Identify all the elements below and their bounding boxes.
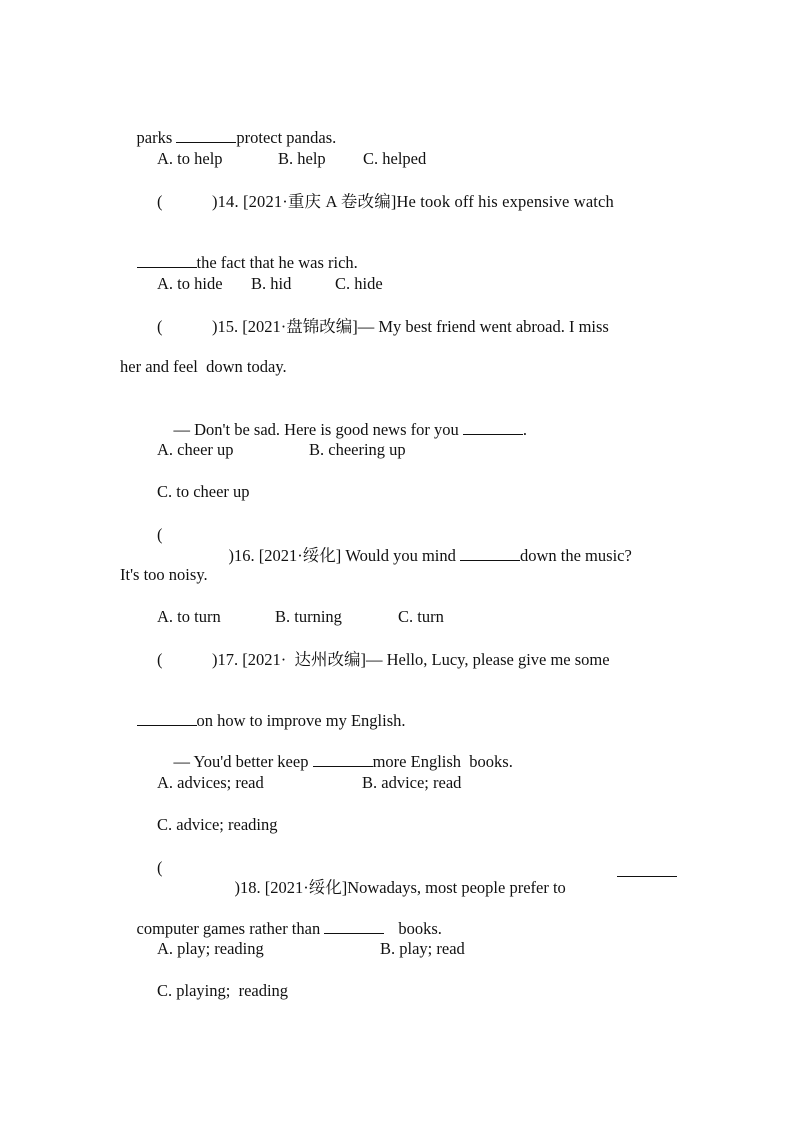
q17-answer-blank[interactable] xyxy=(137,710,197,726)
q15-paren-open: ( xyxy=(157,317,163,336)
q15-option-b[interactable]: B. cheering up xyxy=(309,440,406,459)
q15-option-c[interactable]: C. to cheer up xyxy=(157,482,250,501)
q13-stem-post: protect pandas. xyxy=(236,128,337,147)
q18-option-b[interactable]: B. play; read xyxy=(380,939,465,958)
q15-stem-line2: her and feel down today. xyxy=(120,357,287,376)
q18-answer-blank-2[interactable] xyxy=(324,918,384,934)
q18-stem-text: )18. [2021·绥化]Nowadays, most people prefer to xyxy=(234,878,566,897)
q16-option-c[interactable]: C. turn xyxy=(398,607,444,626)
q16-stem-post: down the music? xyxy=(519,546,632,565)
q14-answer-blank[interactable] xyxy=(137,252,197,268)
q17-response-post: more English books. xyxy=(372,752,513,771)
q14-stem-post: the fact that he was rich. xyxy=(196,253,358,272)
q13-stem-pre: parks xyxy=(136,128,177,147)
q16-stem-line2: It's too noisy. xyxy=(120,565,208,584)
q14-stem: )14. [2021·重庆 A 卷改编]He took off his expensive watch xyxy=(212,192,614,211)
q17-option-b[interactable]: B. advice; read xyxy=(362,773,462,792)
q16-answer-blank[interactable] xyxy=(460,545,520,561)
q13-answer-blank[interactable] xyxy=(176,127,236,143)
q18-stem-line2-pre: computer games rather than xyxy=(136,919,325,938)
q17-paren-open: ( xyxy=(157,650,163,669)
q15-option-a[interactable]: A. cheer up xyxy=(157,440,234,459)
q14-stem-line2 xyxy=(120,232,358,293)
q15-answer-blank[interactable] xyxy=(463,419,523,435)
q18-stem-line2-post: books. xyxy=(398,919,442,938)
q15-stem: )15. [2021·盘锦改编]— My best friend went abroad. I miss xyxy=(212,317,609,336)
q18-paren-open: ( xyxy=(157,858,163,877)
q17-option-c[interactable]: C. advice; reading xyxy=(157,815,278,834)
q15-response-pre: — Don't be sad. Here is good news for you xyxy=(173,420,463,439)
q13-option-a[interactable]: A. to help xyxy=(157,149,223,168)
q17-response-pre: — You'd better keep xyxy=(173,752,313,771)
q18-option-c[interactable]: C. playing; reading xyxy=(157,981,289,1000)
q14-option-c[interactable]: C. hide xyxy=(335,274,383,293)
q16-option-a[interactable]: A. to turn xyxy=(157,607,221,626)
q14-option-b[interactable]: B. hid xyxy=(251,274,292,293)
q16-option-b[interactable]: B. turning xyxy=(275,607,342,626)
q14-option-a[interactable]: A. to hide xyxy=(157,274,223,293)
q18-answer-blank[interactable] xyxy=(617,861,677,877)
q15-response-post: . xyxy=(522,420,528,439)
q17-stem-post: on how to improve my English. xyxy=(196,711,406,730)
q17-option-a[interactable]: A. advices; read xyxy=(157,773,264,792)
q18-option-a[interactable]: A. play; reading xyxy=(157,939,264,958)
q16-stem xyxy=(212,525,632,586)
q13-option-c[interactable]: C. helped xyxy=(363,149,427,168)
q14-paren-open: ( xyxy=(157,192,163,211)
q17-stem: )17. [2021· 达州改编]— Hello, Lucy, please give me some xyxy=(212,650,610,669)
q16-paren-open: ( xyxy=(157,525,163,544)
q16-stem-pre: )16. [2021·绥化] Would you mind xyxy=(228,546,460,565)
q13-option-b[interactable]: B. help xyxy=(278,149,326,168)
q17-answer-blank-2[interactable] xyxy=(313,751,373,767)
